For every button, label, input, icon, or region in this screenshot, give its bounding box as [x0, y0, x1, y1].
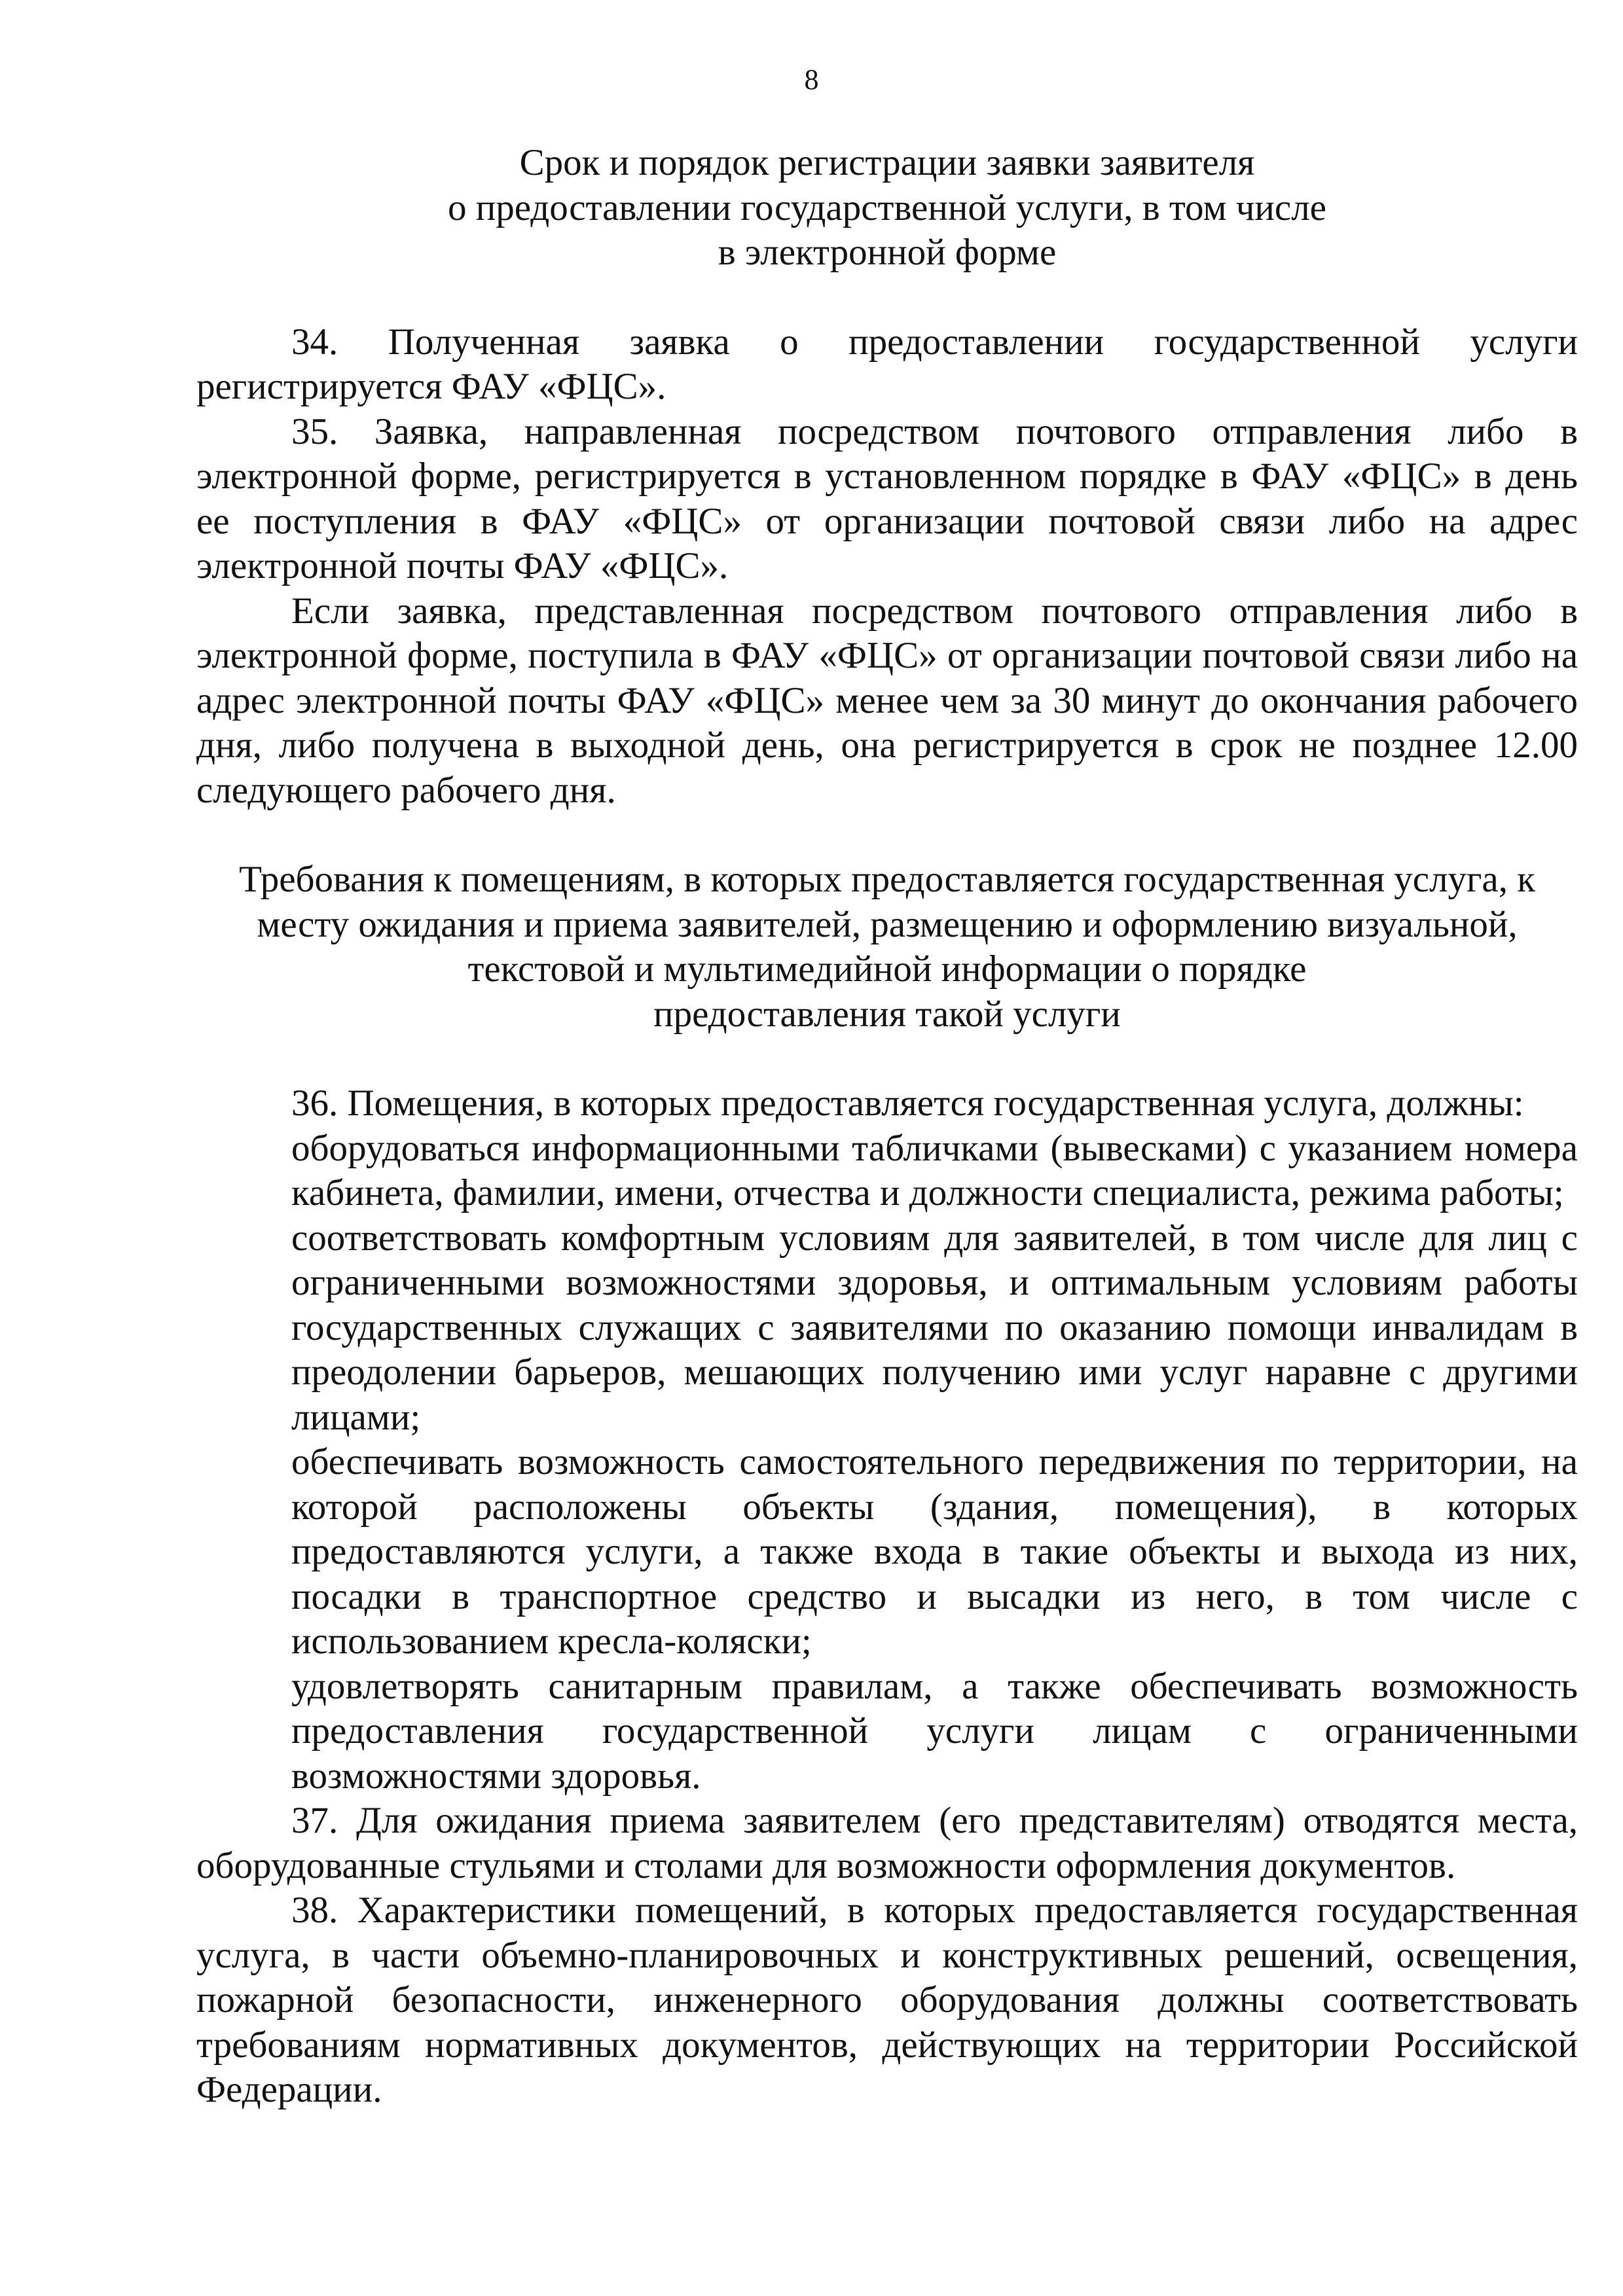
list-item: удовлетворять санитарным правилам, а также обеспечивать возможность предоставления государственной услуги лицам с ограниченными возможностями здоровья.	[291, 1665, 1578, 1797]
page-number: 8	[804, 63, 819, 96]
heading-line: месту ожидания и приема заявителей, размещению и оформлению визуальной,	[257, 903, 1518, 945]
section-heading-registration	[196, 141, 1578, 276]
list-item: обеспечивать возможность самостоятельного передвижения по территории, на которой расположены объекты (здания, помещения), в которых предоставляются услуги, а также входа в такие объекты и выхода из них, посадки в транспортное средство и высадки из него, в том числе с использованием кресла-коляски;	[291, 1441, 1578, 1662]
paragraph-36-intro: 36. Помещения, в которых предоставляется государственная услуга, должны:	[291, 1083, 1524, 1124]
heading-line: Срок и порядок регистрации заявки заявителя	[519, 142, 1255, 183]
paragraph-34: 34. Полученная заявка о предоставлении государственной услуги регистрируется ФАУ «ФЦС».	[196, 321, 1578, 407]
heading-line: текстовой и мультимедийной информации о порядке	[467, 948, 1307, 990]
heading-line: в электронной форме	[718, 232, 1057, 273]
heading-line: предоставления такой услуги	[653, 993, 1121, 1035]
heading-line: о предоставлении государственной услуги, в том числе	[448, 187, 1326, 228]
list-item: оборудоваться информационными табличками (вывесками) с указанием номера кабинета, фамилии, имени, отчества и должности специалиста, режима работы;	[291, 1127, 1578, 1213]
paragraph-37: 37. Для ожидания приема заявителем (его представителям) отводятся места, оборудованные стульями и столами для возможности оформления документов.	[196, 1800, 1578, 1886]
paragraph-36	[196, 1081, 1578, 1799]
section-heading-premises	[196, 857, 1578, 1037]
list-item: соответствовать комфортным условиям для заявителей, в том числе для лиц с ограниченными возможностями здоровья, и оптимальным условиям работы государственных служащих с заявителями по оказанию помощи инвалидам в преодолении барьеров, мешающих получению ими услуг наравне с другими лицами;	[291, 1217, 1578, 1438]
document-body	[196, 141, 1578, 2113]
paragraph-38: 38. Характеристики помещений, в которых предоставляется государственная услуга, в части объемно-планировочных и конструктивных решений, освещения, пожарной безопасности, инженерного оборудования должны соответствовать требованиям нормативных документов, действующих на территории Российской Федерации.	[196, 1890, 1578, 2110]
section-spacer	[196, 813, 1578, 857]
paragraph-35: 35. Заявка, направленная посредством почтового отправления либо в электронной форме, регистрируется в установленном порядке в ФАУ «ФЦС» в день ее поступления в ФАУ «ФЦС» от организации почтовой связи либо на адрес электронной почты ФАУ «ФЦС».	[196, 410, 1578, 586]
heading-line: Требования к помещениям, в которых предоставляется государственная услуга, к	[239, 859, 1535, 900]
paragraph-35-continued: Если заявка, представленная посредством почтового отправления либо в электронной форме, поступила в ФАУ «ФЦС» от организации почтовой связи либо на адрес электронной почты ФАУ «ФЦС» менее чем за 30 минут до окончания рабочего дня, либо получена в выходной день, она регистрируется в срок не позднее 12.00 следующего рабочего дня.	[196, 590, 1578, 811]
